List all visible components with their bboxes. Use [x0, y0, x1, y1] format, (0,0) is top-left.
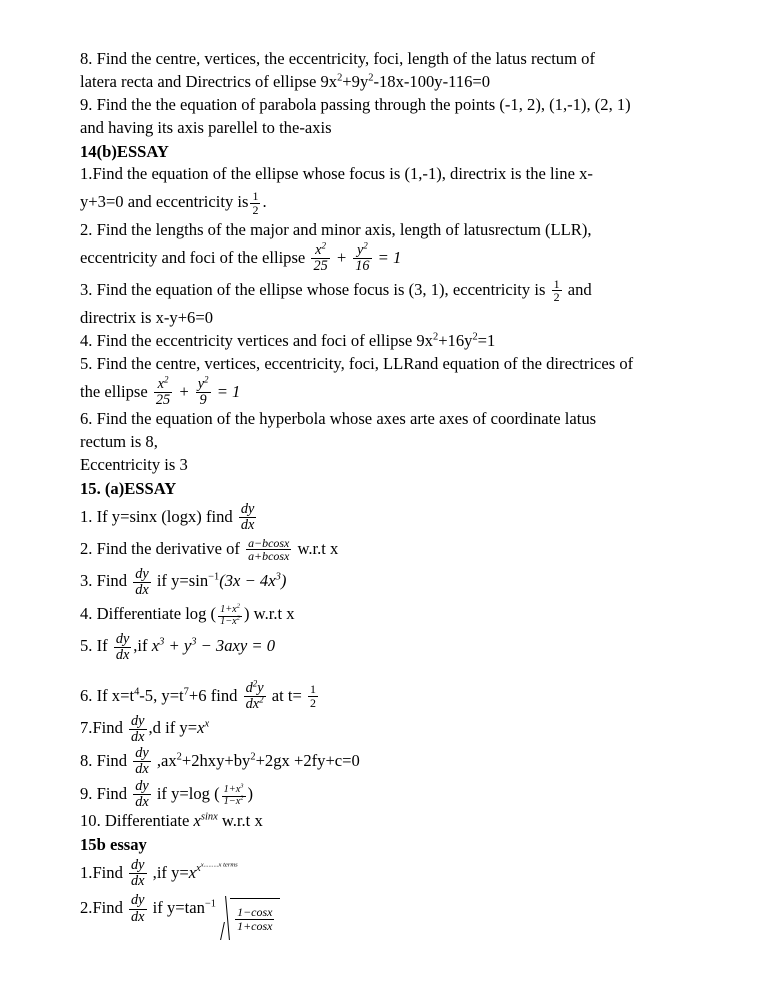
- q8-exp-2: 2: [368, 72, 374, 84]
- numerator: $x^2$: [315, 240, 326, 259]
- plus-sign: +: [178, 381, 190, 401]
- x-power-sinx: $x^{sinx}$: [193, 811, 218, 831]
- fraction-one-half: $\frac{1}{2}$: [553, 276, 560, 305]
- x-power-x: $x^x$: [197, 718, 210, 738]
- fraction-x2-over-25: [311, 240, 329, 275]
- essay-5-line-1: 5. Find the centre, vertices, eccentricity, foci, LLRand equation of the directrices of: [80, 353, 634, 373]
- essay-1-prefix: y+3=0 and eccentricity is: [80, 192, 249, 212]
- denominator: 16: [355, 258, 370, 275]
- essay-6-line-2: rectum is 8,: [80, 432, 158, 452]
- power-tower-expression: $x^{x^{x.........x terms}}$: [188, 861, 238, 882]
- fraction-one-half: $\frac{1}{2}$: [252, 188, 259, 217]
- essay-3-line-1: [80, 274, 687, 306]
- fraction-one-half: $\frac{1}{2}$: [309, 682, 316, 711]
- fraction-dy-dx: $\frac{dy}{dx}$: [135, 777, 149, 810]
- essay-b2-line: 2.Find $\frac{dy}{dx}$ if $y=\tan^{-1}$ $\frac{1-\cos x}{1+\cos x}$: [80, 889, 687, 939]
- q8-mid: +9y: [342, 71, 369, 91]
- essay-2-line-1: 2. Find the lengths of the major and minor axis, length of latusrectum (LLR),: [80, 219, 592, 239]
- deriv-4-line: 4. Differentiate log ( $\frac{1+x^2}{1-x^2}$ ) w.r.t x: [80, 602, 295, 628]
- deriv-6-line: 6. If $x=t^4-5$, $y=t^7+6$ find $\frac{d^2y}{dx^2}$ at t= $\frac{1}{2}$: [80, 678, 316, 713]
- question-9-line-1: 9. Find the the equation of parabola passing through the points (-1, 2), (1,-1), (2, 1): [80, 94, 631, 114]
- deriv-3-line: 3. Find $\frac{dy}{dx}$ if $y=\sin^{-1}(3x - 4x^3)$: [80, 565, 287, 598]
- fraction-a-minus-bcosx-over-a-plus-bcosx: $\frac{a-bcosx}{a+bcosx}$: [248, 535, 290, 564]
- essay-1-suffix: .: [262, 192, 267, 212]
- fraction-y2-over-16: [353, 240, 371, 275]
- essay-5-prefix: the ellipse: [80, 381, 148, 401]
- deriv-2-line: 2. Find the derivative of $\frac{a-bcosx}{a+bcosx}$ w.r.t x: [80, 535, 339, 564]
- essay-6-line-3: Eccentricity is 3: [80, 455, 188, 474]
- denominator: 25: [313, 258, 328, 275]
- square-root-expression: [220, 896, 280, 940]
- inverse-exponent: −1: [208, 571, 220, 583]
- implicit-equation: $x^3 + y^3 - 3axy = 0$: [151, 636, 276, 656]
- numerator: $1+x^2$: [220, 602, 240, 616]
- essay-1-line-1: 1.Find the equation of the ellipse whose focus is (1,-1), directrix is the line x-: [80, 164, 593, 184]
- numerator: $x^2$: [157, 374, 169, 392]
- denominator: 25: [155, 391, 171, 408]
- fraction-1plusx3-over-1minusx2: [222, 782, 246, 808]
- inverse-exponent: −1: [204, 898, 216, 910]
- question-8-line-1: 8. Find the centre, vertices, the eccentricity, foci, length of the latus rectum of: [80, 49, 595, 68]
- numerator: $y^2$: [197, 374, 209, 392]
- heading-15a-essay: 15. (a)ESSAY: [80, 478, 177, 498]
- fraction-dy-dx: $\frac{dy}{dx}$: [131, 712, 145, 745]
- document-body: [80, 48, 687, 940]
- numerator: $y^2$: [356, 240, 368, 259]
- essay-2-line-2: [80, 242, 687, 275]
- deriv-5-line: 5. If $\frac{dy}{dx}$ ,if $x^3 + y^3 - 3axy = 0$: [80, 630, 276, 663]
- deriv-7-line: 7.Find $\frac{dy}{dx}$ ,d if $y=x^x$: [80, 712, 210, 745]
- expression: $(3x - 4x^3)$: [219, 571, 287, 591]
- fraction-dy-dx: $\frac{dy}{dx}$: [240, 500, 255, 533]
- question-9-line-2: and having its axis parellel to the-axis: [80, 117, 332, 137]
- deriv-9-line: 9. Find $\frac{dy}{dx}$ if y=log ( $\frac{1+x^3}{1-x^2}$ ): [80, 777, 254, 810]
- essay-3-suffix: and: [567, 280, 592, 300]
- denominator: $dx^2$: [244, 696, 266, 712]
- fraction-x2-over-25: [154, 374, 172, 408]
- fraction-dy-dx: $\frac{dy}{dx}$: [115, 630, 130, 663]
- essay-5-line-2: [80, 376, 687, 409]
- q8-prefix: latera recta and Directrics of ellipse 9x: [80, 71, 338, 91]
- fraction-dy-dx: $\frac{dy}{dx}$: [135, 565, 149, 598]
- deriv-10-line: 10. Differentiate $x^{sinx}$ w.r.t x: [80, 811, 263, 831]
- fraction-1minuscosx-over-1pluscosx: $\frac{1-\cos x}{1+\cos x}$: [237, 905, 273, 934]
- inner-exponent: x.........x terms: [200, 861, 238, 869]
- numerator: $1+x^3$: [223, 782, 244, 795]
- essay-6-line-1: 6. Find the equation of the hyperbola whose axes arte axes of coordinate latus: [80, 409, 597, 429]
- essay-b1-line: 1.Find $\frac{dy}{dx}$ ,if $y=x^{x^{x.........x terms}}$: [80, 856, 238, 889]
- essay-1-line-2: [80, 186, 687, 218]
- question-8-line-2: [80, 71, 687, 94]
- outer-exponent: xx.........x terms: [196, 861, 238, 875]
- heading-15b-essay: 15b essay: [80, 835, 147, 855]
- fraction-dy-dx: $\frac{dy}{dx}$: [131, 892, 145, 925]
- deriv-8-line: 8. Find $\frac{dy}{dx}$ $,ax^2+2hxy+by^2+2gx +2fy+c=0$: [80, 745, 360, 778]
- essay-3-prefix: 3. Find the equation of the ellipse whose focus is (3, 1), eccentricity is: [80, 280, 546, 300]
- radicand: [230, 898, 280, 937]
- denominator: 9: [196, 392, 211, 408]
- denominator: $1-x^2$: [220, 614, 240, 628]
- fraction-1plusx2-over-1minusx2: [218, 602, 242, 628]
- deriv-1-line: 1. If y=sinx (logx) find $\frac{dy}{dx}$: [80, 500, 255, 533]
- q8-exp-1: 2: [337, 72, 343, 84]
- essay-2-prefix: eccentricity and foci of the ellipse: [80, 247, 306, 267]
- fraction-y2-over-9: [196, 374, 211, 408]
- equals-one: = 1: [216, 381, 241, 401]
- q8-suffix: -18x-100y-116=0: [373, 71, 491, 91]
- fraction-dy-dx: $\frac{dy}{dx}$: [135, 745, 149, 778]
- radical-sign-icon: [220, 896, 232, 940]
- fraction-d2y-dx2: [244, 678, 266, 713]
- fraction-dy-dx: $\frac{dy}{dx}$: [131, 856, 145, 889]
- denominator: $1-x^2$: [223, 794, 244, 807]
- plus-sign: +: [335, 247, 348, 267]
- equals-one: = 1: [377, 247, 402, 267]
- heading-14b-essay: 14(b)ESSAY: [80, 141, 169, 161]
- numerator: $d^2y$: [245, 678, 264, 697]
- essay-4-line: 4. Find the eccentricity vertices and foci of ellipse $9x^2+16y^2=1$: [80, 330, 496, 350]
- essay-3-line-2: directrix is x-y+6=0: [80, 307, 214, 327]
- paragraph-spacer: [80, 663, 687, 680]
